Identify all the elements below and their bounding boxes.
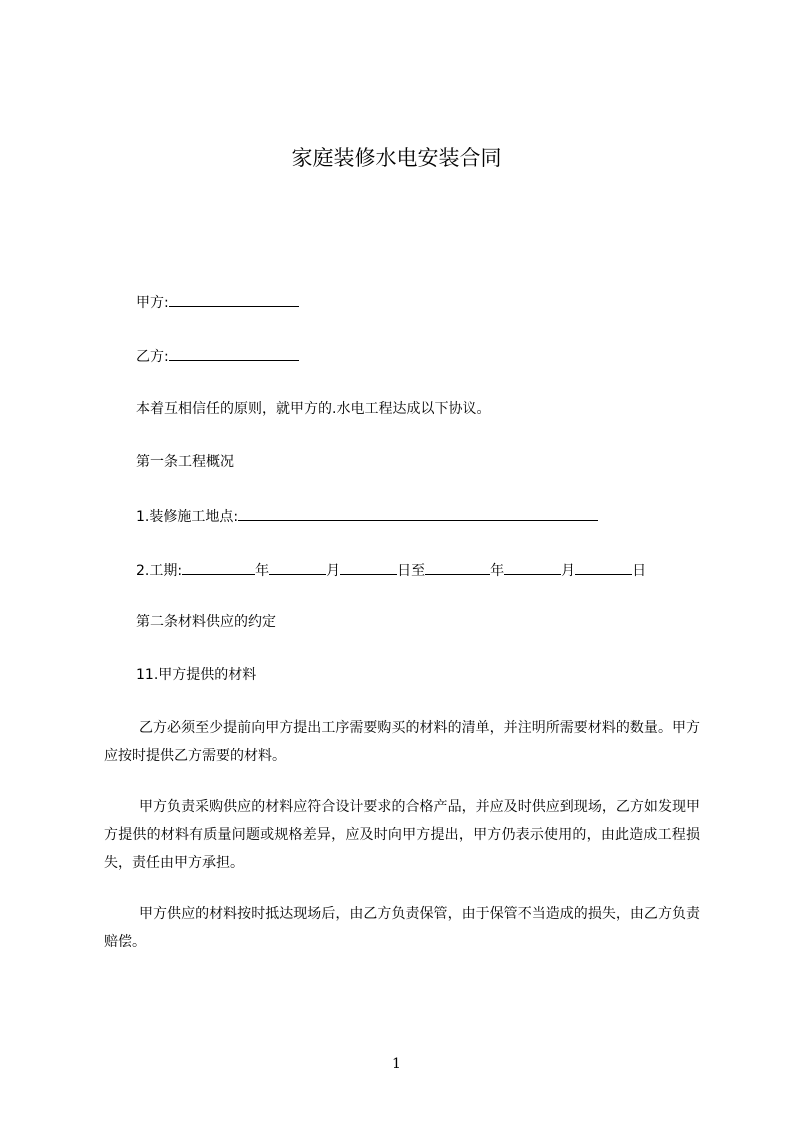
start-day-unit: 日至 [397,563,426,579]
end-day-unit: 日 [632,563,647,579]
site-label: 1.装修施工地点: [136,509,239,525]
period-line [136,560,646,580]
party-b-line [136,346,299,366]
start-month-unit: 月 [326,563,341,579]
party-a-line [136,292,299,312]
paragraph-material-list: 乙方必须至少提前向甲方提出工序需要购买的材料的清单，并注明所需要材料的数量。甲方应按时提供乙方需要的材料。 [104,720,700,764]
end-year-blank[interactable] [425,560,490,575]
site-blank[interactable] [238,506,598,521]
end-year-unit: 年 [490,563,505,579]
article-1-heading: 第一条工程概况 [136,454,234,470]
end-day-blank[interactable] [575,560,632,575]
party-b-blank[interactable] [169,346,299,361]
document-title: 家庭装修水电安装合同 [291,146,502,170]
start-year-blank[interactable] [182,560,255,575]
period-label: 2.工期: [136,563,183,579]
end-month-unit: 月 [561,563,576,579]
party-b-label: 乙方: [136,349,169,365]
site-line [136,506,598,526]
start-month-blank[interactable] [269,560,326,575]
party-a-label: 甲方: [136,295,169,311]
page-number: 1 [392,1056,401,1072]
party-a-blank[interactable] [169,292,299,307]
start-day-blank[interactable] [340,560,397,575]
paragraph-material-custody: 甲方供应的材料按时抵达现场后，由乙方负责保管，由于保管不当造成的损失，由乙方负责赔偿。 [104,906,700,950]
paragraph-material-quality: 甲方负责采购供应的材料应符合设计要求的合格产品，并应及时供应到现场，乙方如发现甲方提供的材料有质量问题或规格差异，应及时向甲方提出，甲方仍表示使用的，由此造成工程损失，责任由甲方承担。 [104,799,700,871]
end-month-blank[interactable] [504,560,561,575]
start-year-unit: 年 [255,563,270,579]
article-2-subheading: 11.甲方提供的材料 [136,667,257,683]
article-2-heading: 第二条材料供应的约定 [136,614,276,630]
preamble: 本着互相信任的原则，就甲方的.水电工程达成以下协议。 [136,401,491,417]
